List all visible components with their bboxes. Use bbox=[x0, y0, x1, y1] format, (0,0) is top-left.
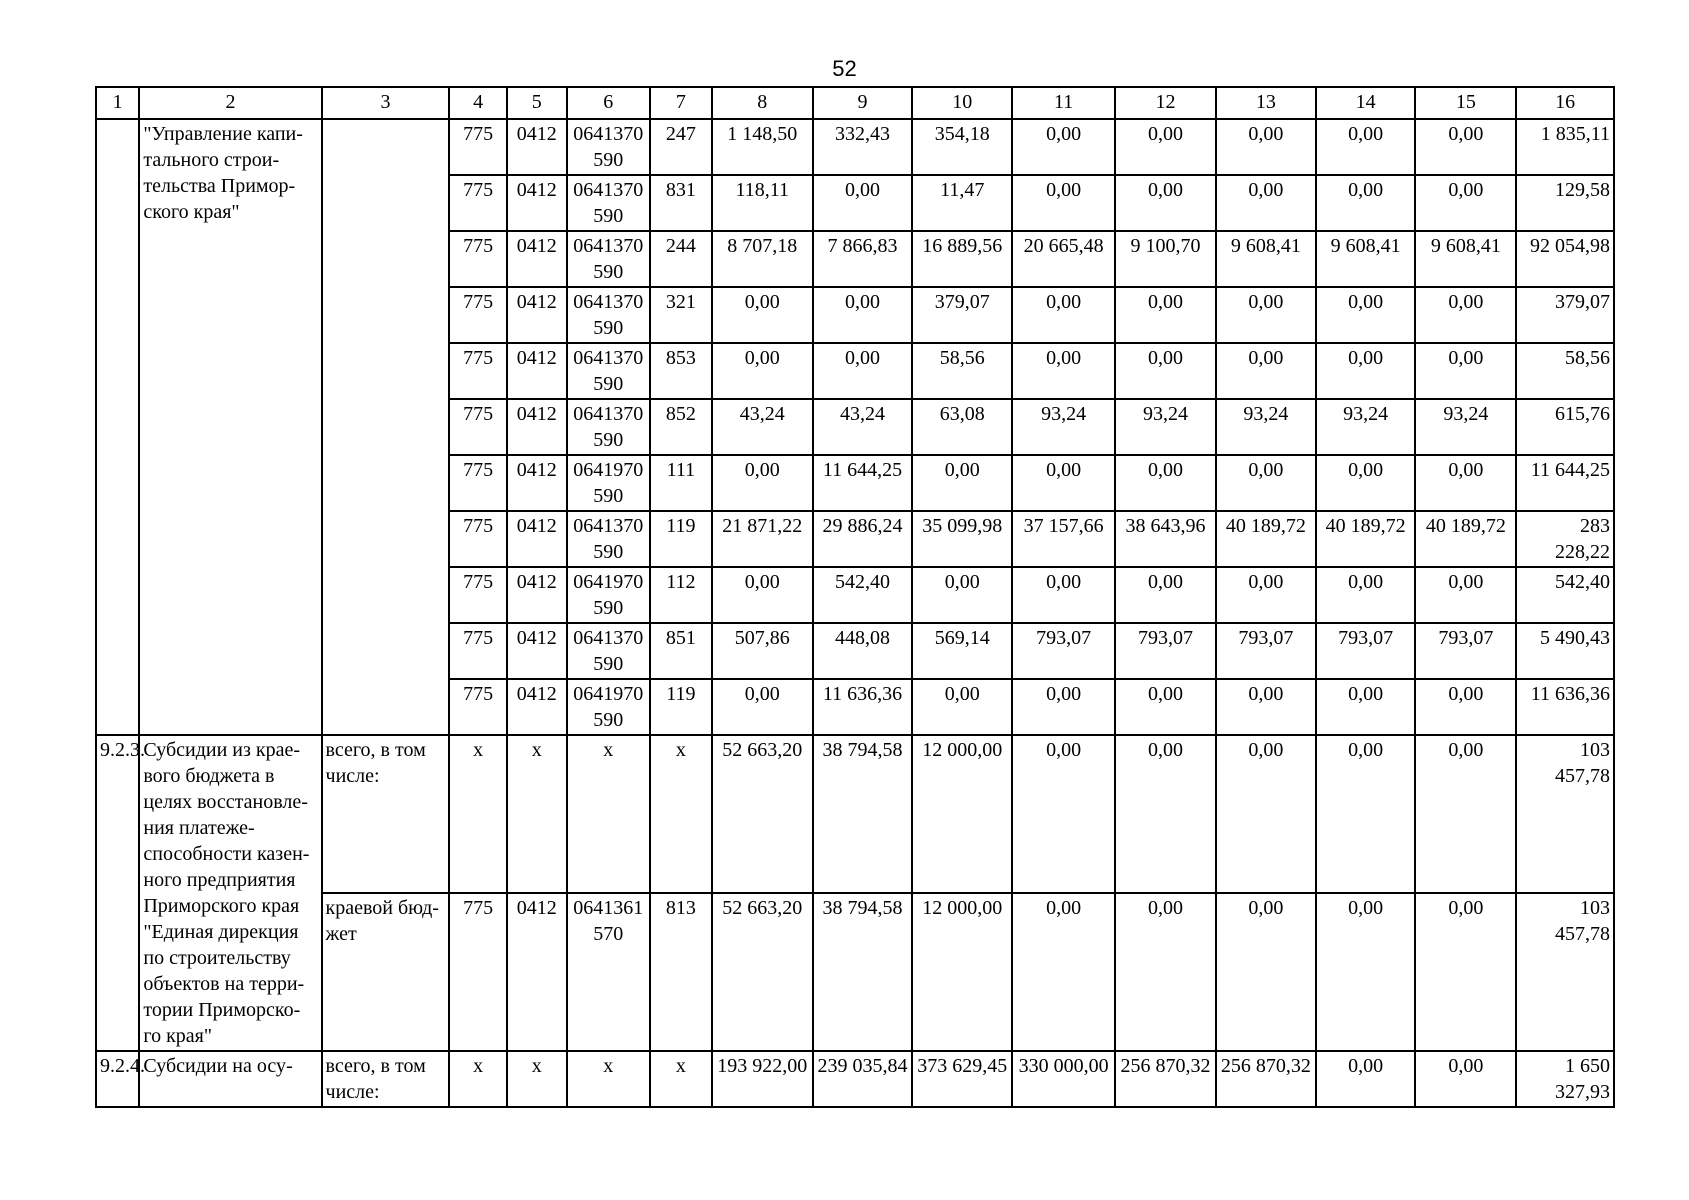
cell-col-16: 103 457,78 bbox=[1516, 735, 1614, 893]
cell-col-4: 775 bbox=[449, 893, 506, 1051]
cell-col-10: 12 000,00 bbox=[912, 893, 1012, 1051]
cell-col-16: 92 054,98 bbox=[1516, 231, 1614, 287]
header-cell-3: 3 bbox=[322, 87, 450, 119]
cell-col-4: 775 bbox=[449, 567, 506, 623]
cell-col-16: 58,56 bbox=[1516, 343, 1614, 399]
header-cell-7: 7 bbox=[650, 87, 712, 119]
cell-col-8: 507,86 bbox=[712, 623, 813, 679]
cell-col-5: 0412 bbox=[507, 231, 567, 287]
cell-col-7: 111 bbox=[650, 455, 712, 511]
cell-col-11: 330 000,00 bbox=[1012, 1051, 1115, 1107]
budget-table bbox=[95, 86, 1615, 1108]
cell-col-12: 0,00 bbox=[1115, 455, 1216, 511]
header-cell-4: 4 bbox=[449, 87, 506, 119]
cell-col-5: 0412 bbox=[507, 175, 567, 231]
cell-col-6: 0641970590 bbox=[567, 567, 650, 623]
cell-col-15: 0,00 bbox=[1415, 1051, 1516, 1107]
cell-col-11: 0,00 bbox=[1012, 175, 1115, 231]
cell-col-7: 112 bbox=[650, 567, 712, 623]
cell-col-14: 0,00 bbox=[1316, 287, 1416, 343]
cell-col-9: 43,24 bbox=[813, 399, 913, 455]
cell-col-11: 20 665,48 bbox=[1012, 231, 1115, 287]
cell-col-14: 0,00 bbox=[1316, 175, 1416, 231]
cell-col-4: 775 bbox=[449, 119, 506, 175]
cell-col-12: 0,00 bbox=[1115, 119, 1216, 175]
cell-col-16: 1 835,11 bbox=[1516, 119, 1614, 175]
cell-col-15: 0,00 bbox=[1415, 343, 1516, 399]
cell-col-15: 0,00 bbox=[1415, 287, 1516, 343]
cell-col-16: 283 228,22 bbox=[1516, 511, 1614, 567]
cell-col-15: 40 189,72 bbox=[1415, 511, 1516, 567]
cell-col-9: 29 886,24 bbox=[813, 511, 913, 567]
cell-col-7: 853 bbox=[650, 343, 712, 399]
cell-col-7: 247 bbox=[650, 119, 712, 175]
cell-col-14: 0,00 bbox=[1316, 679, 1416, 735]
cell-col-4: x bbox=[449, 1051, 506, 1107]
row-name-cell: "Управление капи-тального строи-тельства Примор-ского края" bbox=[139, 119, 321, 735]
cell-col-14: 0,00 bbox=[1316, 893, 1416, 1051]
cell-col-9: 239 035,84 bbox=[813, 1051, 913, 1107]
cell-col-16: 11 636,36 bbox=[1516, 679, 1614, 735]
row-number-cell: 9.2.4. bbox=[96, 1051, 139, 1107]
cell-col-6: 0641370590 bbox=[567, 231, 650, 287]
row-number-cell: 9.2.3. bbox=[96, 735, 139, 1051]
cell-col-9: 0,00 bbox=[813, 287, 913, 343]
header-cell-14: 14 bbox=[1316, 87, 1416, 119]
cell-col-10: 11,47 bbox=[912, 175, 1012, 231]
cell-col-9: 542,40 bbox=[813, 567, 913, 623]
cell-col-13: 0,00 bbox=[1216, 735, 1316, 893]
cell-col-15: 0,00 bbox=[1415, 893, 1516, 1051]
cell-col-13: 256 870,32 bbox=[1216, 1051, 1316, 1107]
cell-col-6: 0641361570 bbox=[567, 893, 650, 1051]
header-cell-11: 11 bbox=[1012, 87, 1115, 119]
cell-col-16: 379,07 bbox=[1516, 287, 1614, 343]
cell-col-10: 373 629,45 bbox=[912, 1051, 1012, 1107]
cell-col-5: 0412 bbox=[507, 343, 567, 399]
cell-col-7: 244 bbox=[650, 231, 712, 287]
cell-col-13: 0,00 bbox=[1216, 567, 1316, 623]
cell-col-9: 0,00 bbox=[813, 343, 913, 399]
row-source-cell: всего, в том числе: bbox=[322, 735, 450, 893]
header-cell-5: 5 bbox=[507, 87, 567, 119]
cell-col-11: 0,00 bbox=[1012, 343, 1115, 399]
cell-col-7: 321 bbox=[650, 287, 712, 343]
cell-col-13: 9 608,41 bbox=[1216, 231, 1316, 287]
cell-col-8: 52 663,20 bbox=[712, 735, 813, 893]
header-cell-2: 2 bbox=[139, 87, 321, 119]
cell-col-8: 21 871,22 bbox=[712, 511, 813, 567]
cell-col-5: 0412 bbox=[507, 511, 567, 567]
header-cell-13: 13 bbox=[1216, 87, 1316, 119]
cell-col-12: 0,00 bbox=[1115, 175, 1216, 231]
row-name-cell: Субсидии из крае-вого бюджета в целях восстановле-ния платеже-способности казен-ного предприятия Приморского края "Единая дирекция по строительству объектов на терри-тории Приморско-го края" bbox=[139, 735, 321, 1051]
cell-col-6: 0641970590 bbox=[567, 455, 650, 511]
cell-col-4: 775 bbox=[449, 287, 506, 343]
row-source-cell: всего, в том числе: bbox=[322, 1051, 450, 1107]
cell-col-8: 193 922,00 bbox=[712, 1051, 813, 1107]
cell-col-11: 37 157,66 bbox=[1012, 511, 1115, 567]
cell-col-11: 0,00 bbox=[1012, 119, 1115, 175]
cell-col-6: 0641370590 bbox=[567, 343, 650, 399]
cell-col-15: 0,00 bbox=[1415, 679, 1516, 735]
cell-col-5: 0412 bbox=[507, 679, 567, 735]
cell-col-5: 0412 bbox=[507, 567, 567, 623]
cell-col-9: 11 636,36 bbox=[813, 679, 913, 735]
cell-col-15: 93,24 bbox=[1415, 399, 1516, 455]
row-number-cell bbox=[96, 119, 139, 735]
cell-col-13: 0,00 bbox=[1216, 287, 1316, 343]
cell-col-11: 0,00 bbox=[1012, 567, 1115, 623]
cell-col-11: 0,00 bbox=[1012, 455, 1115, 511]
cell-col-12: 38 643,96 bbox=[1115, 511, 1216, 567]
cell-col-12: 0,00 bbox=[1115, 343, 1216, 399]
cell-col-8: 1 148,50 bbox=[712, 119, 813, 175]
cell-col-14: 0,00 bbox=[1316, 567, 1416, 623]
cell-col-10: 16 889,56 bbox=[912, 231, 1012, 287]
cell-col-13: 40 189,72 bbox=[1216, 511, 1316, 567]
cell-col-16: 5 490,43 bbox=[1516, 623, 1614, 679]
cell-col-5: x bbox=[507, 735, 567, 893]
cell-col-8: 43,24 bbox=[712, 399, 813, 455]
cell-col-12: 0,00 bbox=[1115, 679, 1216, 735]
cell-col-10: 0,00 bbox=[912, 567, 1012, 623]
cell-col-9: 332,43 bbox=[813, 119, 913, 175]
cell-col-11: 93,24 bbox=[1012, 399, 1115, 455]
cell-col-11: 0,00 bbox=[1012, 679, 1115, 735]
cell-col-5: 0412 bbox=[507, 623, 567, 679]
cell-col-9: 0,00 bbox=[813, 175, 913, 231]
cell-col-5: 0412 bbox=[507, 455, 567, 511]
cell-col-11: 0,00 bbox=[1012, 735, 1115, 893]
cell-col-8: 0,00 bbox=[712, 567, 813, 623]
cell-col-14: 40 189,72 bbox=[1316, 511, 1416, 567]
cell-col-6: 0641370590 bbox=[567, 287, 650, 343]
row-source-cell: краевой бюд-жет bbox=[322, 893, 450, 1051]
cell-col-4: 775 bbox=[449, 455, 506, 511]
page-number: 52 bbox=[832, 56, 857, 81]
cell-col-8: 118,11 bbox=[712, 175, 813, 231]
cell-col-15: 0,00 bbox=[1415, 567, 1516, 623]
cell-col-13: 93,24 bbox=[1216, 399, 1316, 455]
cell-col-7: 851 bbox=[650, 623, 712, 679]
cell-col-9: 38 794,58 bbox=[813, 893, 913, 1051]
cell-col-5: 0412 bbox=[507, 893, 567, 1051]
cell-col-16: 11 644,25 bbox=[1516, 455, 1614, 511]
cell-col-4: 775 bbox=[449, 623, 506, 679]
cell-col-6: 0641370590 bbox=[567, 119, 650, 175]
cell-col-14: 0,00 bbox=[1316, 455, 1416, 511]
cell-col-8: 0,00 bbox=[712, 455, 813, 511]
cell-col-16: 1 650 327,93 bbox=[1516, 1051, 1614, 1107]
cell-col-9: 38 794,58 bbox=[813, 735, 913, 893]
cell-col-15: 0,00 bbox=[1415, 735, 1516, 893]
cell-col-9: 448,08 bbox=[813, 623, 913, 679]
cell-col-16: 615,76 bbox=[1516, 399, 1614, 455]
cell-col-5: x bbox=[507, 1051, 567, 1107]
cell-col-12: 0,00 bbox=[1115, 735, 1216, 893]
cell-col-13: 793,07 bbox=[1216, 623, 1316, 679]
cell-col-12: 793,07 bbox=[1115, 623, 1216, 679]
header-cell-12: 12 bbox=[1115, 87, 1216, 119]
cell-col-8: 0,00 bbox=[712, 287, 813, 343]
cell-col-14: 93,24 bbox=[1316, 399, 1416, 455]
cell-col-7: 119 bbox=[650, 511, 712, 567]
cell-col-7: 813 bbox=[650, 893, 712, 1051]
cell-col-12: 9 100,70 bbox=[1115, 231, 1216, 287]
cell-col-14: 0,00 bbox=[1316, 343, 1416, 399]
table-row bbox=[96, 1051, 1614, 1107]
header-cell-10: 10 bbox=[912, 87, 1012, 119]
cell-col-7: 831 bbox=[650, 175, 712, 231]
cell-col-6: x bbox=[567, 735, 650, 893]
cell-col-10: 354,18 bbox=[912, 119, 1012, 175]
cell-col-16: 129,58 bbox=[1516, 175, 1614, 231]
cell-col-4: 775 bbox=[449, 175, 506, 231]
cell-col-10: 58,56 bbox=[912, 343, 1012, 399]
cell-col-13: 0,00 bbox=[1216, 175, 1316, 231]
header-cell-16: 16 bbox=[1516, 87, 1614, 119]
cell-col-13: 0,00 bbox=[1216, 893, 1316, 1051]
cell-col-6: 0641370590 bbox=[567, 623, 650, 679]
cell-col-16: 103 457,78 bbox=[1516, 893, 1614, 1051]
cell-col-14: 793,07 bbox=[1316, 623, 1416, 679]
cell-col-6: x bbox=[567, 1051, 650, 1107]
cell-col-15: 0,00 bbox=[1415, 455, 1516, 511]
cell-col-13: 0,00 bbox=[1216, 343, 1316, 399]
cell-col-15: 793,07 bbox=[1415, 623, 1516, 679]
cell-col-10: 63,08 bbox=[912, 399, 1012, 455]
cell-col-11: 793,07 bbox=[1012, 623, 1115, 679]
table-row bbox=[96, 735, 1614, 893]
cell-col-6: 0641370590 bbox=[567, 399, 650, 455]
cell-col-7: 119 bbox=[650, 679, 712, 735]
cell-col-4: 775 bbox=[449, 679, 506, 735]
cell-col-10: 0,00 bbox=[912, 679, 1012, 735]
cell-col-15: 0,00 bbox=[1415, 119, 1516, 175]
row-name-cell: Субсидии на осу- bbox=[139, 1051, 321, 1107]
cell-col-14: 0,00 bbox=[1316, 119, 1416, 175]
cell-col-6: 0641970590 bbox=[567, 679, 650, 735]
cell-col-4: 775 bbox=[449, 231, 506, 287]
cell-col-6: 0641370590 bbox=[567, 175, 650, 231]
header-cell-15: 15 bbox=[1415, 87, 1516, 119]
cell-col-8: 8 707,18 bbox=[712, 231, 813, 287]
cell-col-5: 0412 bbox=[507, 287, 567, 343]
cell-col-7: x bbox=[650, 735, 712, 893]
cell-col-10: 0,00 bbox=[912, 455, 1012, 511]
cell-col-8: 0,00 bbox=[712, 679, 813, 735]
cell-col-10: 379,07 bbox=[912, 287, 1012, 343]
cell-col-6: 0641370590 bbox=[567, 511, 650, 567]
cell-col-4: 775 bbox=[449, 511, 506, 567]
cell-col-10: 35 099,98 bbox=[912, 511, 1012, 567]
cell-col-7: x bbox=[650, 1051, 712, 1107]
cell-col-4: 775 bbox=[449, 399, 506, 455]
cell-col-11: 0,00 bbox=[1012, 287, 1115, 343]
cell-col-16: 542,40 bbox=[1516, 567, 1614, 623]
cell-col-7: 852 bbox=[650, 399, 712, 455]
cell-col-14: 0,00 bbox=[1316, 735, 1416, 893]
cell-col-5: 0412 bbox=[507, 399, 567, 455]
cell-col-5: 0412 bbox=[507, 119, 567, 175]
cell-col-15: 9 608,41 bbox=[1415, 231, 1516, 287]
cell-col-10: 569,14 bbox=[912, 623, 1012, 679]
cell-col-9: 7 866,83 bbox=[813, 231, 913, 287]
cell-col-11: 0,00 bbox=[1012, 893, 1115, 1051]
cell-col-12: 0,00 bbox=[1115, 287, 1216, 343]
cell-col-13: 0,00 bbox=[1216, 679, 1316, 735]
cell-col-8: 52 663,20 bbox=[712, 893, 813, 1051]
header-cell-6: 6 bbox=[567, 87, 650, 119]
cell-col-12: 256 870,32 bbox=[1115, 1051, 1216, 1107]
cell-col-12: 0,00 bbox=[1115, 567, 1216, 623]
cell-col-15: 0,00 bbox=[1415, 175, 1516, 231]
cell-col-9: 11 644,25 bbox=[813, 455, 913, 511]
cell-col-13: 0,00 bbox=[1216, 455, 1316, 511]
cell-col-8: 0,00 bbox=[712, 343, 813, 399]
cell-col-13: 0,00 bbox=[1216, 119, 1316, 175]
cell-col-4: x bbox=[449, 735, 506, 893]
header-cell-1: 1 bbox=[96, 87, 139, 119]
cell-col-4: 775 bbox=[449, 343, 506, 399]
cell-col-10: 12 000,00 bbox=[912, 735, 1012, 893]
cell-col-14: 9 608,41 bbox=[1316, 231, 1416, 287]
table-row bbox=[96, 893, 1614, 1051]
table-row bbox=[96, 119, 1614, 175]
cell-col-14: 0,00 bbox=[1316, 1051, 1416, 1107]
row-source-cell bbox=[322, 119, 450, 735]
cell-col-12: 0,00 bbox=[1115, 893, 1216, 1051]
cell-col-12: 93,24 bbox=[1115, 399, 1216, 455]
header-cell-9: 9 bbox=[813, 87, 913, 119]
header-cell-8: 8 bbox=[712, 87, 813, 119]
header-row bbox=[96, 87, 1614, 119]
